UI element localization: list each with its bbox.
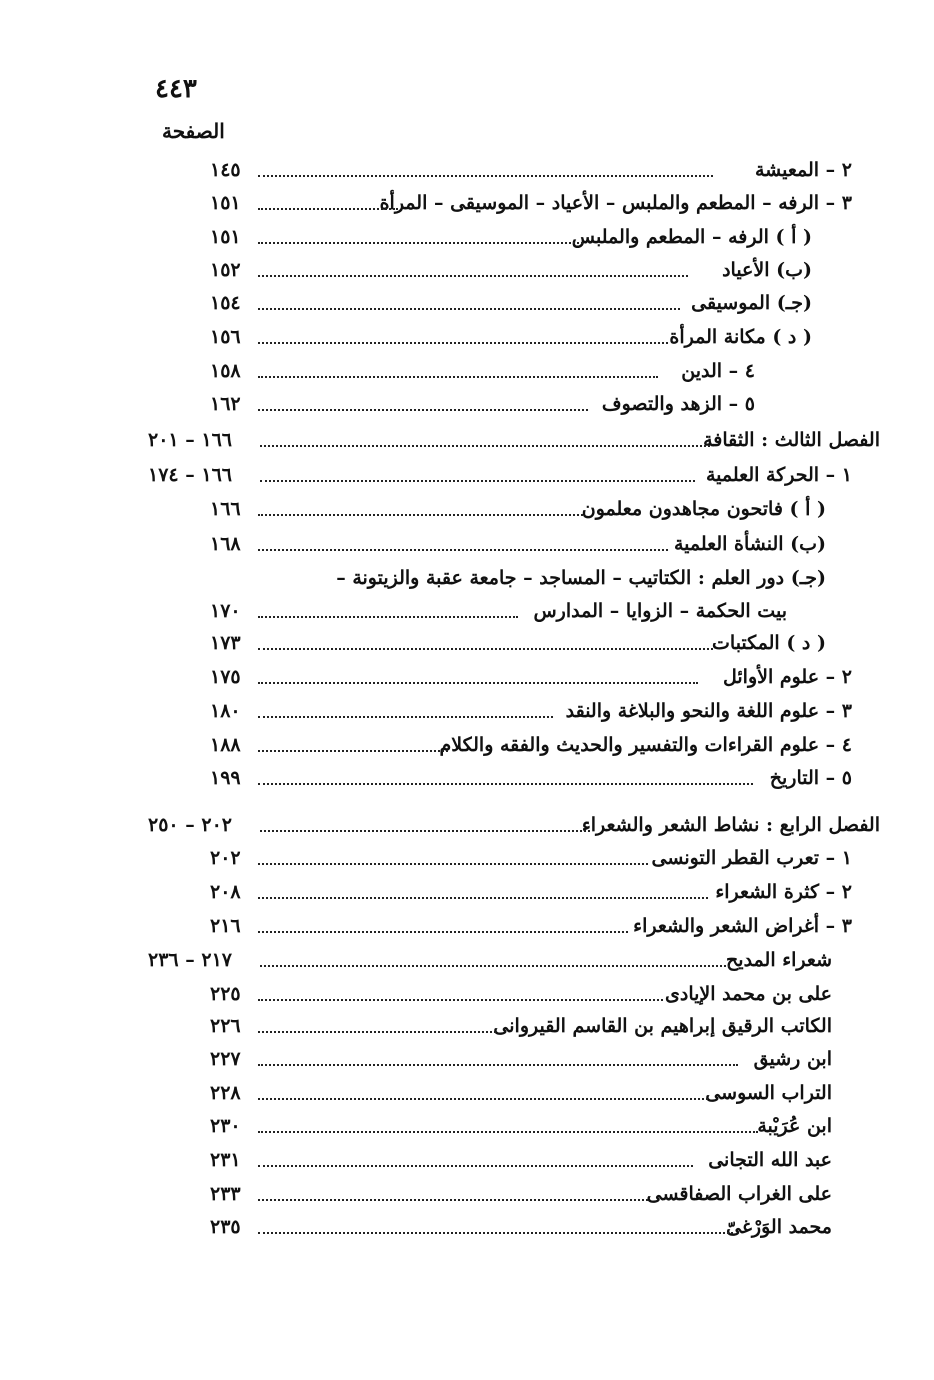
entry-page: ١٦٦ (210, 498, 241, 520)
leader-dots (260, 480, 695, 482)
toc-entry (210, 288, 812, 318)
toc-entry (210, 1044, 832, 1074)
entry-page: ٢٣٣ (210, 1183, 241, 1205)
entry-page: ١٥٦ (210, 326, 241, 348)
entry-title: (جـ) الموسيقى (691, 292, 812, 314)
entry-page: ١٨٠ (210, 700, 241, 722)
page-column-header: الصفحة (162, 119, 225, 143)
toc-entry (210, 763, 852, 793)
entry-title: ١ – تعرب القطر التونسى (651, 847, 852, 869)
entry-page: ٢٣١ (210, 1149, 241, 1171)
leader-dots (258, 1064, 738, 1066)
leader-dots (260, 830, 590, 832)
page-number: ٤٤٣ (155, 74, 197, 104)
leader-dots (260, 965, 730, 967)
toc-entry (210, 529, 826, 559)
entry-title: ٢ – المعيشة (754, 159, 852, 181)
entry-page: ١٧٠ (210, 600, 241, 622)
leader-dots (258, 783, 753, 785)
entry-title: ابن رشيق (753, 1048, 832, 1070)
entry-title: ٢ – علوم الأوائل (722, 666, 852, 688)
entry-title: على بن محمد الإيادى (665, 983, 832, 1005)
toc-entry (210, 389, 755, 419)
entry-page: ١٦٦ – ١٧٤ (148, 464, 232, 486)
entry-page: ٢٣٠ (210, 1115, 241, 1137)
entry-title: ٥ – التاريخ (769, 767, 852, 789)
entry-page: ١٥١ (210, 226, 241, 248)
entry-title: ٢ – كثرة الشعراء (715, 881, 852, 903)
toc-entry (148, 810, 880, 840)
entry-page: ١٥٢ (210, 259, 241, 281)
entry-page: ٢١٦ (210, 915, 241, 937)
entry-page: ١٦٢ (210, 393, 241, 415)
toc-entry (210, 1212, 832, 1242)
entry-page: ١٥٤ (210, 292, 241, 314)
entry-page: ٢٠٨ (210, 881, 241, 903)
entry-title: ( أ ) فاتحون مجاهدون معلمون (581, 498, 826, 520)
entry-title: التراب السوسى (705, 1082, 832, 1104)
entry-title: ١ – الحركة العلمية (705, 464, 852, 486)
entry-title: (جـ) دور العلم : الكتاتيب – المساجد – جامعة عقبة والزيتونة – (336, 567, 826, 589)
entry-title: ٣ – أغراض الشعر والشعراء (633, 915, 852, 937)
entry-title: (ب) النشأة العلمية (673, 533, 826, 555)
entry-page: ١٩٩ (210, 767, 241, 789)
toc-entry (210, 1145, 832, 1175)
entry-page: ١٥١ (210, 192, 241, 214)
entry-title: ٣ – الرفه – المطعم والملبس – الأعياد – الموسيقى – المرأة (379, 192, 852, 214)
entry-page: ١٧٣ (210, 632, 241, 654)
entry-page: ٢٠٢ – ٢٥٠ (148, 814, 232, 836)
entry-title: ٥ – الزهد والتصوف (601, 393, 755, 415)
toc-entry (210, 911, 852, 941)
entry-page: ٢٢٨ (210, 1082, 241, 1104)
toc-entry (210, 1179, 832, 1209)
entry-page: ١٤٥ (210, 159, 241, 181)
toc-entry (210, 255, 812, 285)
toc-entry (210, 628, 826, 658)
entry-title: ٤ – الدين (681, 360, 755, 382)
toc-entry (210, 877, 852, 907)
leader-dots (260, 445, 710, 447)
entry-page: ٢١٧ – ٢٣٦ (148, 949, 232, 971)
entry-title: ٤ – علوم القراءات والتفسير والحديث والفقه والكلام (439, 734, 852, 756)
entry-page: ١٦٨ (210, 533, 241, 555)
entry-title: بيت الحكمة – الزوايا – المدارس (533, 600, 787, 622)
toc-entry (210, 1111, 832, 1141)
toc-entry (210, 1078, 832, 1108)
toc-entry (210, 494, 826, 524)
entry-page: ٢٠٢ (210, 847, 241, 869)
entry-title: شعراء المديح (726, 949, 832, 971)
entry-page: ٢٣٥ (210, 1216, 241, 1238)
entry-title: الفصل الثالث : الثقافة (703, 429, 880, 451)
toc-entry (148, 460, 852, 490)
toc-entry (210, 188, 852, 218)
entry-title: الفصل الرابع : نشاط الشعر والشعراء (581, 814, 880, 836)
entry-title: ابن عُرَيْبة (757, 1115, 832, 1137)
entry-title: محمد الوَرْغىّ (726, 1216, 832, 1238)
toc-entry (210, 155, 852, 185)
entry-page: ٢٢٥ (210, 983, 241, 1005)
entry-page: ١٧٥ (210, 666, 241, 688)
entry-title: عبد الله التجانى (708, 1149, 832, 1171)
toc-entry (210, 843, 852, 873)
entry-title: ( د ) المكتبات (712, 632, 826, 654)
toc-entry (210, 730, 852, 760)
entry-title: ( أ ) الرفه – المطعم والملبس (571, 226, 812, 248)
toc-entry (210, 322, 812, 352)
toc-entry (210, 356, 755, 386)
toc-entry (210, 222, 812, 252)
entry-page: ١٦٦ – ٢٠١ (148, 429, 232, 451)
toc-entry (148, 945, 832, 975)
entry-title: على الغراب الصفاقسى (646, 1183, 832, 1205)
toc-entry (210, 979, 832, 1009)
entry-title: ٣ – علوم اللغة والنحو والبلاغة والنقد (565, 700, 852, 722)
toc-entry (210, 596, 787, 626)
entry-title: ( د ) مكانة المرأة (669, 326, 812, 348)
entry-title: (ب) الأعياد (722, 259, 812, 281)
entry-page: ١٥٨ (210, 360, 241, 382)
toc-entry (210, 1011, 832, 1041)
toc-entry (148, 425, 880, 455)
entry-title: الكاتب الرقيق إبراهيم بن القاسم القيروانى (493, 1015, 832, 1037)
toc-entry (210, 662, 852, 692)
toc-entry (210, 563, 826, 593)
entry-page: ٢٢٦ (210, 1015, 241, 1037)
entry-page: ١٨٨ (210, 734, 241, 756)
leader-dots (258, 1131, 758, 1133)
entry-page: ٢٢٧ (210, 1048, 241, 1070)
toc-entry (210, 696, 852, 726)
